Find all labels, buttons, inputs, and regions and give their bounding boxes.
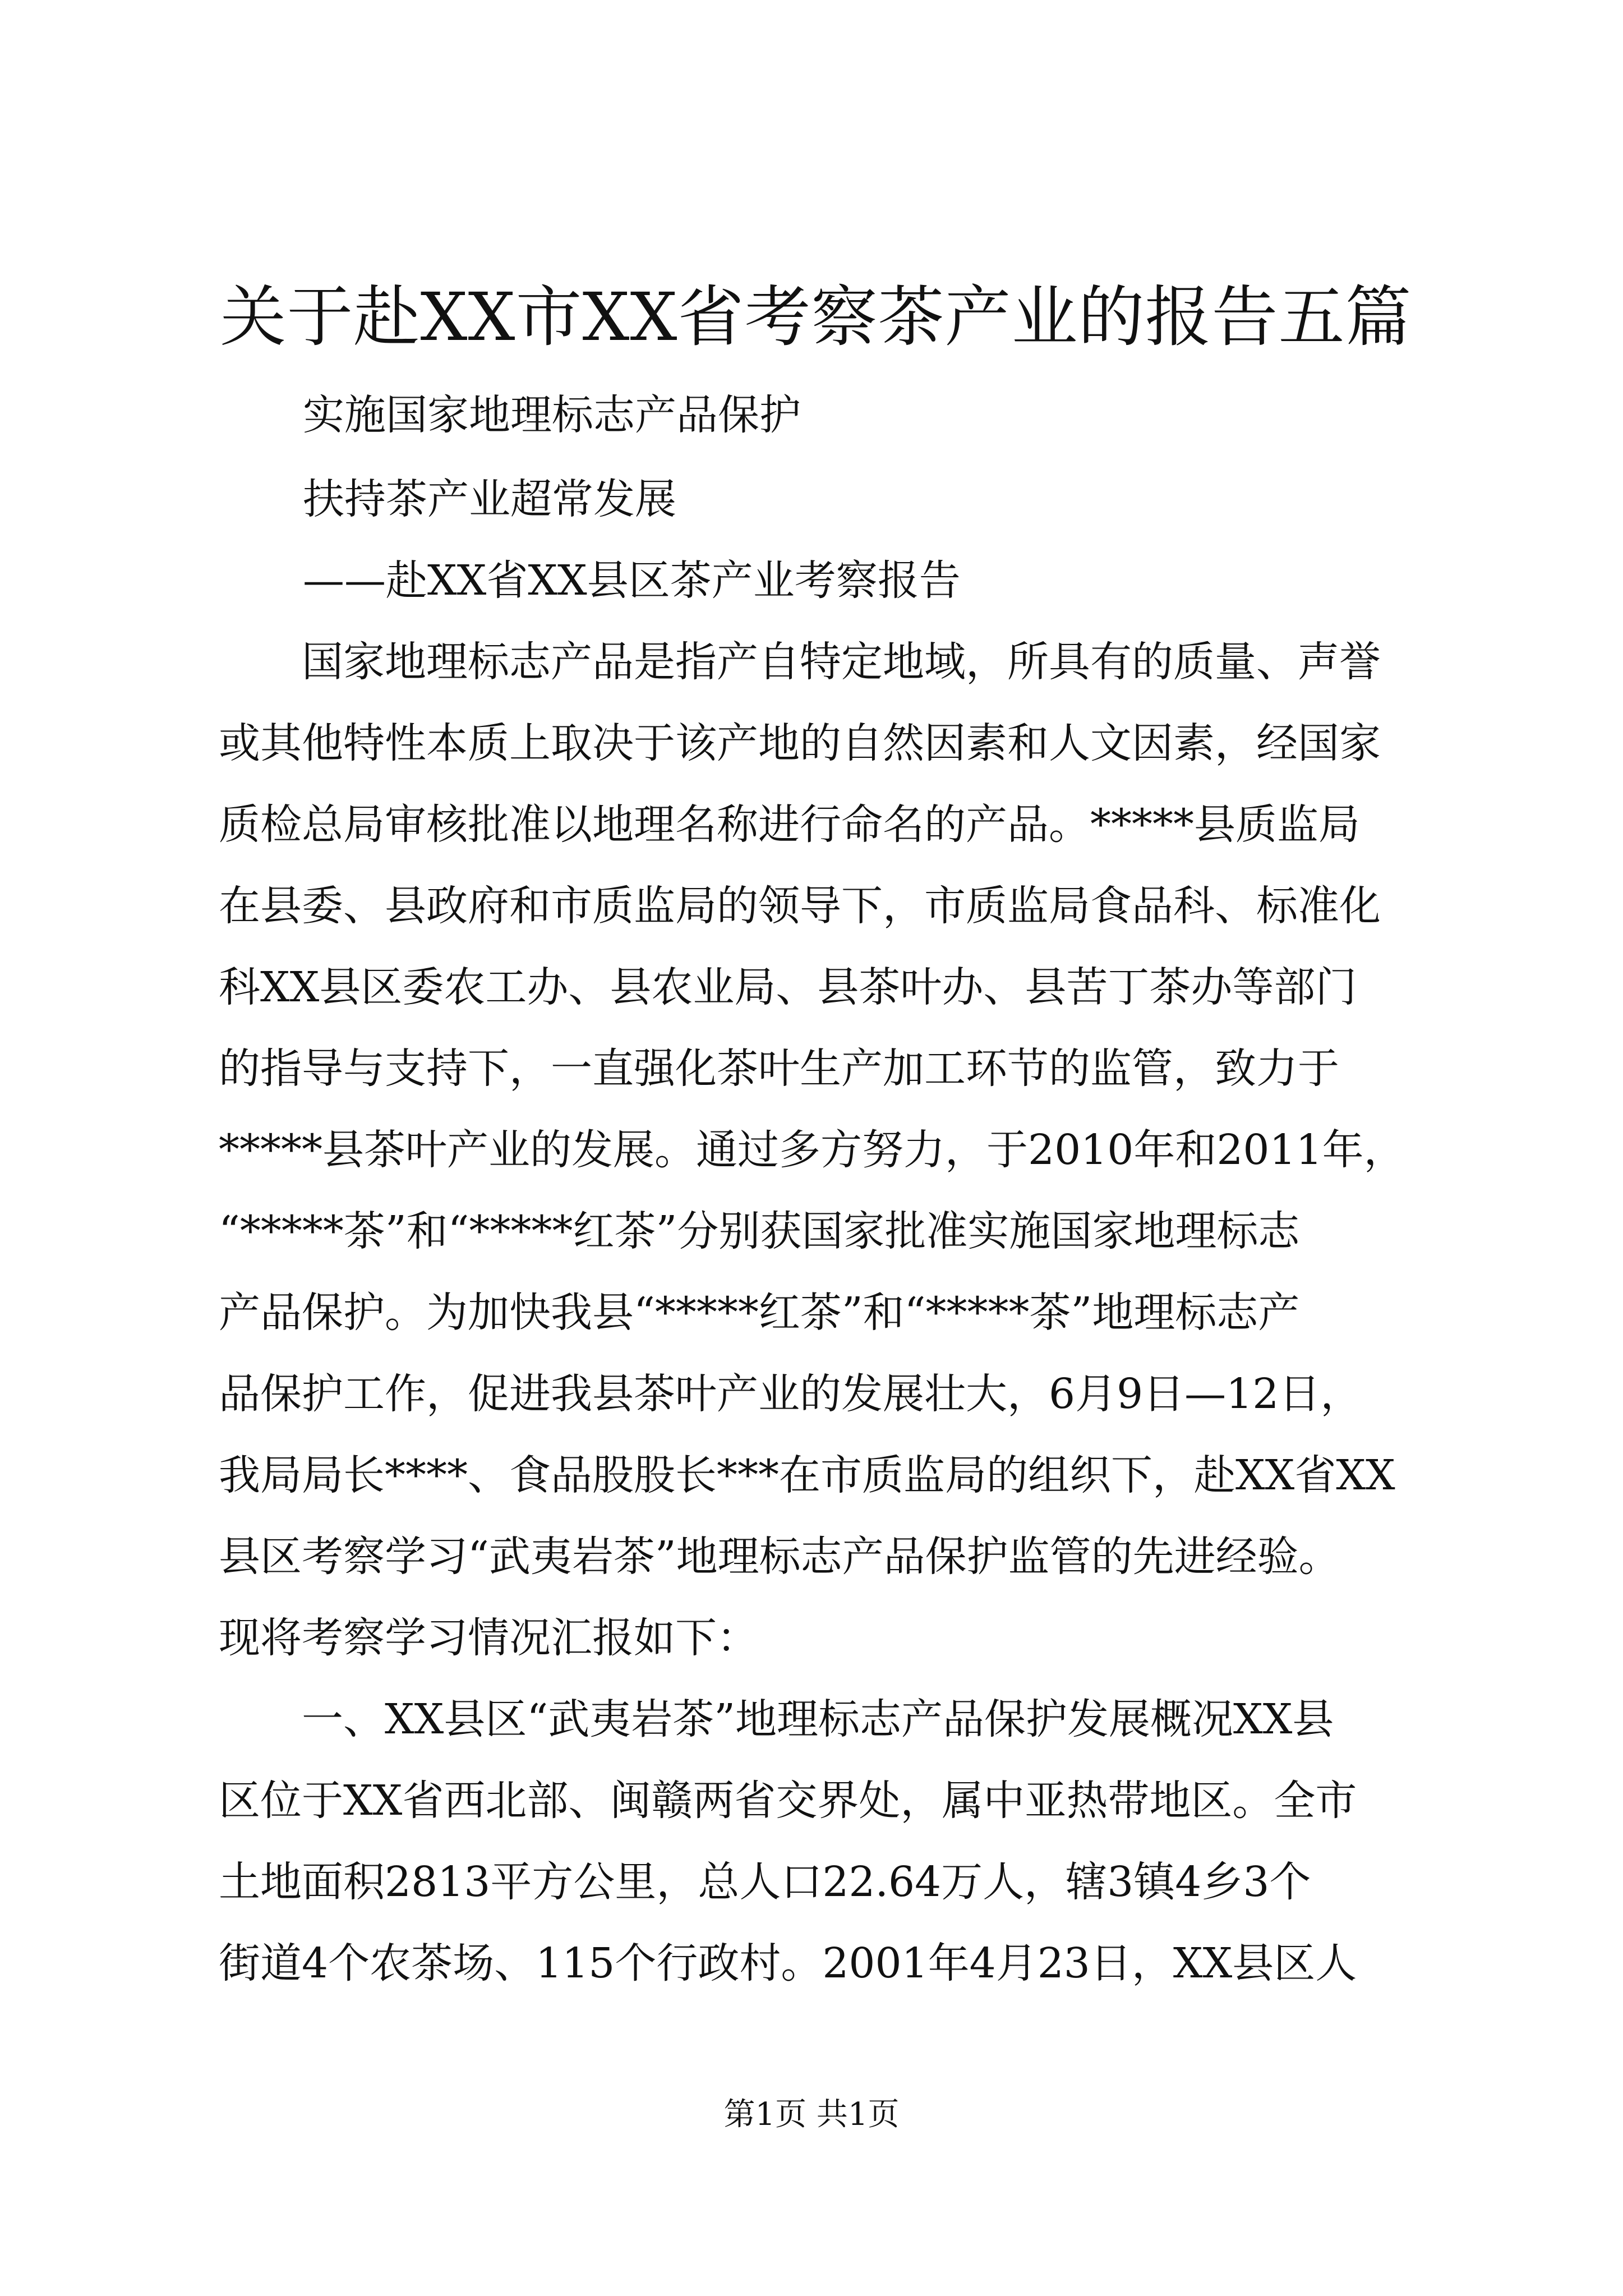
subtitle-2: 扶持茶产业超常发展 <box>303 475 676 523</box>
body-line: 街道4个农茶场、115个行政村。2001年4月23日，XX县区人 <box>219 1939 1357 1987</box>
body-line: 产品保护。为加快我县“*****红茶”和“*****茶”地理标志产 <box>219 1289 1300 1337</box>
body-line: 县区考察学习“武夷岩茶”地理标志产品保护监管的先进经验。 <box>219 1533 1340 1581</box>
body-line: 或其他特性本质上取决于该产地的自然因素和人文因素，经国家 <box>219 719 1381 767</box>
body-line: “*****茶”和“*****红茶”分别获国家批准实施国家地理标志 <box>219 1207 1300 1255</box>
body-line: 质检总局审核批准以地理名称进行命名的产品。*****县质监局 <box>219 800 1360 849</box>
body-line: 品保护工作，促进我县茶叶产业的发展壮大，6月9日—12日， <box>219 1370 1362 1418</box>
body-line: 的指导与支持下，一直强化茶叶生产加工环节的监管，致力于 <box>219 1045 1339 1093</box>
body-line: 一、XX县区“武夷岩茶”地理标志产品保护发展概况XX县 <box>219 1695 1334 1743</box>
body-line: *****县茶叶产业的发展。通过多方努力，于2010年和2011年， <box>219 1126 1405 1174</box>
subtitle-3: ——赴XX省XX县区茶产业考察报告 <box>303 556 961 605</box>
body-line: 我局局长****、食品股股长***在市质监局的组织下，赴XX省XX <box>219 1451 1395 1499</box>
subtitle-1: 实施国家地理标志产品保护 <box>303 391 801 439</box>
page-number-footer: 第1页 共1页 <box>723 2096 900 2133</box>
body-line: 现将考察学习情况汇报如下： <box>219 1614 758 1662</box>
document-title: 关于赴XX市XX省考察茶产业的报告五篇 <box>220 278 1412 356</box>
body-line: 土地面积2813平方公里，总人口22.64万人，辖3镇4乡3个 <box>219 1858 1311 1906</box>
body-line: 科XX县区委农工办、县农业局、县茶叶办、县苦丁茶办等部门 <box>219 963 1357 1011</box>
body-line: 国家地理标志产品是指产自特定地域，所具有的质量、声誉 <box>219 638 1381 686</box>
body-line: 区位于XX省西北部、闽赣两省交界处，属中亚热带地区。全市 <box>219 1777 1357 1825</box>
body-line: 在县委、县政府和市质监局的领导下，市质监局食品科、标准化 <box>219 882 1381 930</box>
